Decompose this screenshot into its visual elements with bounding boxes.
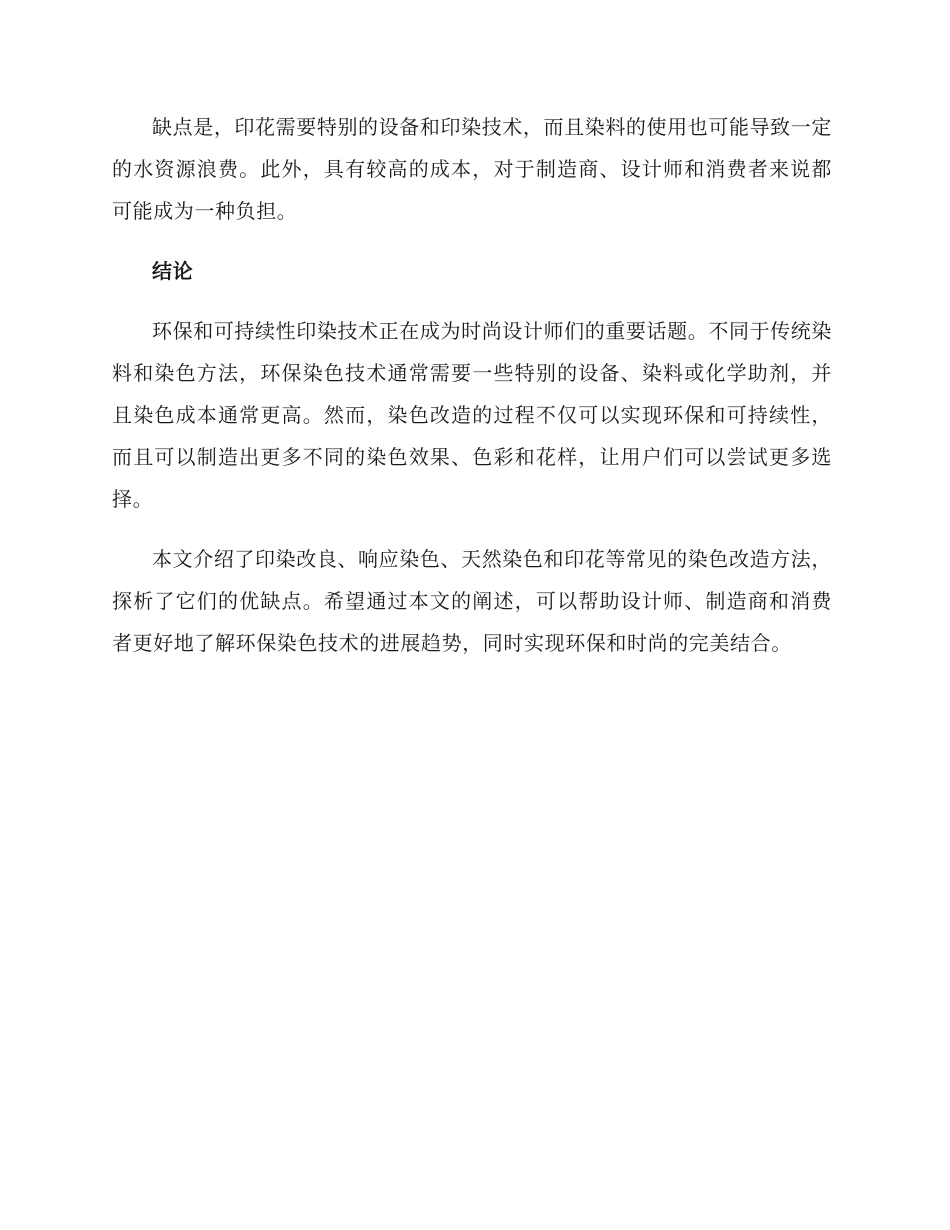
document-page <box>112 106 832 682</box>
section-heading-conclusion: 结论 <box>152 259 194 283</box>
paragraph-conclusion-2: 本文介绍了印染改良、响应染色、天然染色和印花等常见的染色改造方法，探析了它们的优缺点。希望通过本文的阐述，可以帮助设计师、制造商和消费者更好地了解环保染色技术的进展趋势，同时实现环保和时尚的完美结合。 <box>112 547 832 655</box>
paragraph-conclusion-1: 环保和可持续性印染技术正在成为时尚设计师们的重要话题。不同于传统染料和染色方法，环保染色技术通常需要一些特别的设备、染料或化学助剂，并且染色成本通常更高。然而，染色改造的过程不仅可以实现环保和可持续性，而且可以制造出更多不同的染色效果、色彩和花样，让用户们可以尝试更多选择。 <box>112 319 832 511</box>
paragraph-drawbacks: 缺点是，印花需要特别的设备和印染技术，而且染料的使用也可能导致一定的水资源浪费。此外，具有较高的成本，对于制造商、设计师和消费者来说都可能成为一种负担。 <box>112 115 832 223</box>
